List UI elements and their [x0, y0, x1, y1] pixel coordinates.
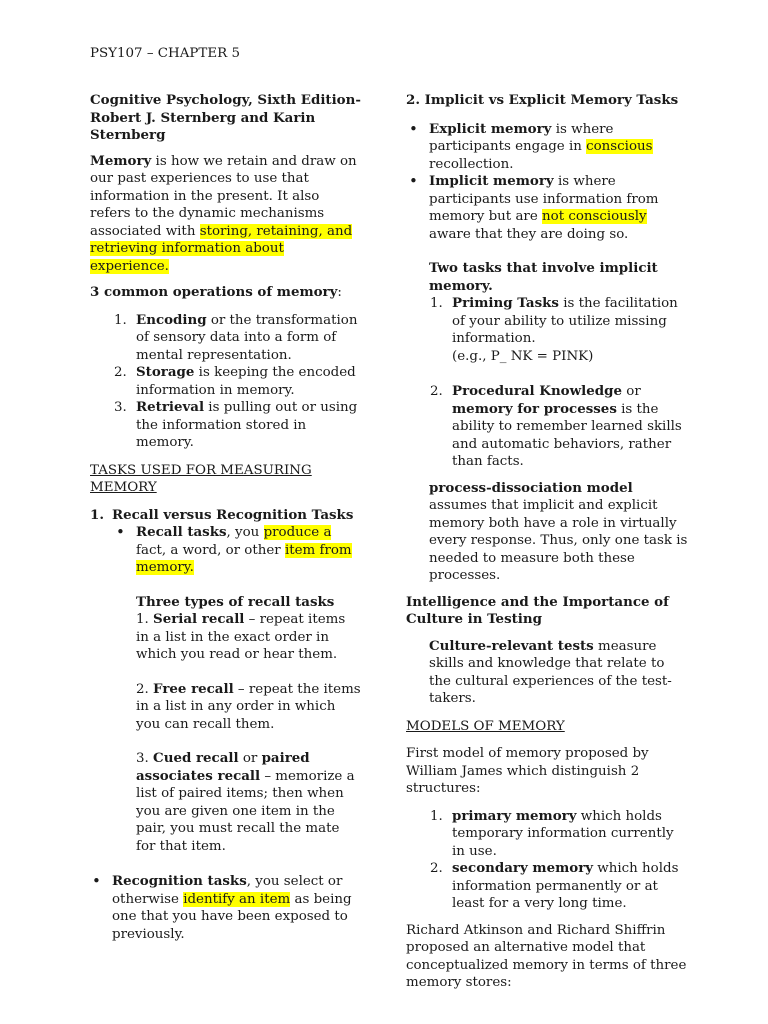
- op-term: Encoding: [136, 311, 207, 328]
- recognition-text: , you select or otherwise: [112, 874, 343, 907]
- priming-example: (e.g., P_ NK = PINK): [452, 348, 594, 364]
- recall-term: Recall tasks: [136, 524, 227, 540]
- implicit-text: aware that they are doing so.: [429, 226, 629, 242]
- recognition-list: [92, 872, 362, 943]
- implicit-explicit-heading: 2. Implicit vs Explicit Memory Tasks: [406, 92, 679, 108]
- recognition-text: as being one that you have been exposed to previously.: [112, 891, 352, 942]
- op-term: Retrieval: [136, 399, 205, 415]
- serial-term: Serial recall: [153, 611, 245, 627]
- recall-text: , you: [226, 525, 264, 540]
- culture-term: Culture-relevant tests: [429, 637, 594, 654]
- serial-recall: [136, 611, 362, 664]
- procedural-term: Procedural Knowledge: [452, 383, 622, 399]
- list-number: 3.: [114, 400, 127, 415]
- cued-num: 3.: [136, 751, 154, 766]
- list-item: [92, 872, 362, 943]
- explicit-highlight: conscious: [586, 139, 653, 154]
- tasks-heading: TASKS USED FOR MEASURING MEMORY: [90, 462, 312, 495]
- explicit-term: Explicit memory: [429, 120, 552, 137]
- list-item: [430, 295, 688, 365]
- ops-heading-text: 3 common operations of memory: [90, 284, 338, 300]
- bullet: •: [116, 523, 125, 541]
- list-item: [409, 119, 688, 174]
- op-text: is pulling out or using the information stored in memory.: [136, 400, 358, 450]
- recall-highlight: memory.: [136, 560, 194, 575]
- recognition-highlight: identify an item: [183, 891, 291, 907]
- two-tasks-heading: Two tasks that involve implicit memory.: [429, 260, 658, 294]
- list-item: [114, 399, 362, 452]
- culture-relevant: [429, 638, 688, 708]
- serial-num: 1.: [136, 612, 154, 627]
- list-number: 2.: [430, 861, 443, 876]
- memory-types-list: [409, 119, 688, 244]
- book-title: Cognitive Psychology, Sixth Edition- Robert J. Sternberg and Karin Sternberg: [90, 92, 361, 143]
- priming-term: Priming Tasks: [452, 295, 559, 311]
- culture-text: measure skills and knowledge that relate to the cultural experiences of the test-takers.: [429, 638, 672, 706]
- bullet: •: [409, 172, 418, 190]
- explicit-text: is where participants engage in: [429, 121, 614, 154]
- bullet: •: [92, 872, 101, 890]
- pdm-text: assumes that implicit and explicit memory both have a role in virtually every response. Thus, only one task is needed to measure both these processes.: [429, 498, 688, 583]
- procedural-or: or: [622, 384, 641, 399]
- list-number: 1.: [430, 808, 443, 824]
- recognition-term: Recognition tasks: [112, 873, 247, 889]
- procedural-text: is the ability to remember learned skills and automatic behaviors, rather than facts.: [452, 401, 682, 469]
- list-item: [114, 364, 362, 399]
- recall-heading-text: Recall versus Recognition Tasks: [112, 506, 354, 523]
- primary-text: which holds temporary information currently in use.: [452, 808, 674, 859]
- memory-def-text: is how we retain and draw on our past experiences to use that information in the present. It also refers to the dynamic mechanisms associated with: [90, 153, 357, 239]
- recall-text: fact, a word, or other: [136, 542, 285, 558]
- priming-text: is the facilitation of your ability to utilize missing information.: [452, 296, 678, 346]
- ops-heading-colon: :: [337, 285, 342, 300]
- list-item: [430, 807, 688, 861]
- three-types-heading: Three types of recall tasks: [136, 593, 335, 610]
- atkinson-model: Richard Atkinson and Richard Shiffrin proposed an alternative model that conceptualized memory in terms of three memory stores:: [406, 922, 687, 990]
- bullet: •: [409, 119, 418, 138]
- list-item: [409, 172, 688, 243]
- free-text: – repeat the items in a list in any order in which you can recall them.: [136, 681, 361, 732]
- op-term: Storage: [136, 364, 195, 380]
- serial-text: – repeat items in a list in the exact order in which you read or hear them.: [136, 612, 346, 662]
- procedural-term-2: memory for processes: [452, 400, 617, 417]
- recall-heading-number: 1.: [90, 506, 104, 523]
- implicit-highlight: not consciously: [542, 209, 647, 224]
- list-item: [114, 311, 362, 365]
- process-dissociation: [429, 480, 688, 585]
- recall-heading: [90, 507, 362, 525]
- recall-highlight: produce a: [263, 525, 332, 540]
- cued-recall: [136, 750, 362, 855]
- models-heading: MODELS OF MEMORY: [406, 718, 565, 734]
- free-num: 2.: [136, 681, 154, 697]
- secondary-term: secondary memory: [452, 860, 594, 876]
- free-term: Free recall: [153, 680, 234, 697]
- implicit-text: is where participants use information from memory but are: [429, 174, 659, 224]
- cued-text: – memorize a list of paired items; then when you are given one item in the pair, you must recall the mate for that item.: [136, 768, 355, 854]
- ops-heading: [90, 284, 362, 302]
- right-column: [406, 92, 688, 992]
- paired-term: paired associates recall: [136, 750, 310, 784]
- implicit-tasks-list: [430, 295, 688, 471]
- pdm-term: process-dissociation model: [429, 479, 633, 496]
- memory-definition: [90, 153, 362, 276]
- list-item: [430, 860, 688, 913]
- list-item: [430, 383, 688, 471]
- recall-list: [116, 523, 362, 855]
- secondary-text: which holds information permanently or at least for a very long time.: [452, 861, 679, 911]
- intelligence-heading: Intelligence and the Importance of Culture in Testing: [406, 593, 669, 627]
- list-number: 1.: [114, 312, 127, 328]
- explicit-text: recollection.: [429, 156, 514, 172]
- primary-term: primary memory: [452, 807, 577, 824]
- left-column: [90, 92, 362, 943]
- list-number: 2.: [430, 384, 443, 399]
- op-text: or the transformation of sensory data into a form of mental representation.: [136, 312, 358, 363]
- page-header: PSY107 – CHAPTER 5: [90, 46, 240, 61]
- operations-list: [114, 311, 362, 452]
- memory-term: Memory: [90, 152, 152, 169]
- cued-term: Cued recall: [153, 750, 239, 766]
- implicit-term: Implicit memory: [429, 173, 554, 189]
- list-number: 2.: [114, 365, 127, 380]
- james-structures-list: [430, 807, 688, 913]
- memory-def-highlight: storing, retaining, and retrieving information about experience.: [90, 223, 353, 274]
- list-number: 1.: [430, 296, 443, 311]
- cued-or: or: [238, 751, 262, 766]
- recall-highlight: item from: [284, 542, 352, 558]
- list-item: [116, 523, 362, 855]
- james-model: First model of memory proposed by William James which distinguish 2 structures:: [406, 746, 649, 796]
- free-recall: [136, 681, 362, 734]
- op-text: is keeping the encoded information in memory.: [136, 365, 356, 398]
